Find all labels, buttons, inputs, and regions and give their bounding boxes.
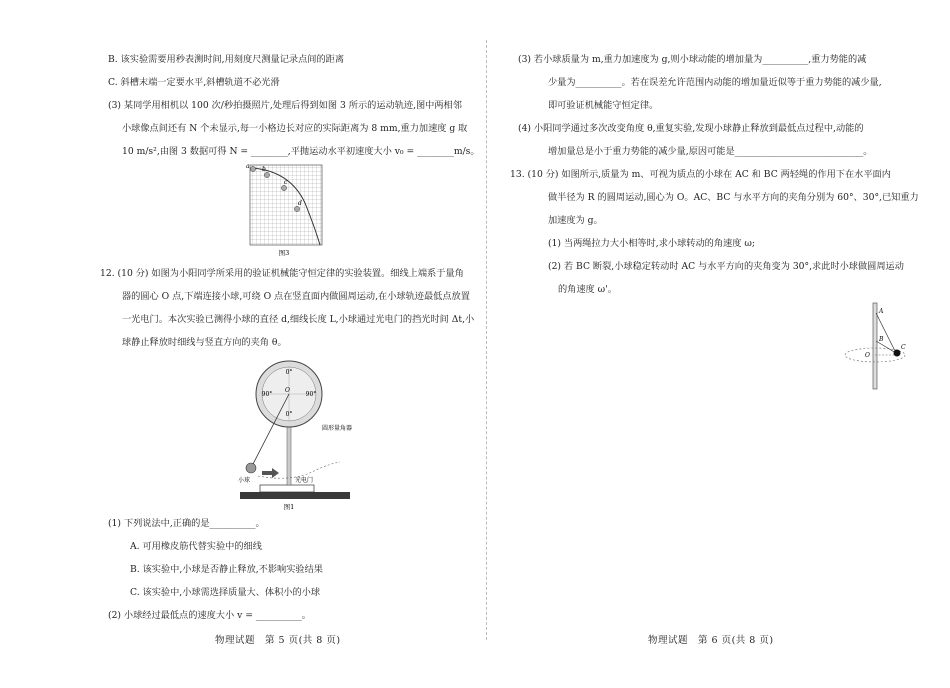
q11-part3-line1: (3) 某同学用相机以 100 次/秒拍摄照片,处理后得到如图 3 所示的运动轨迹,图中两相邻 bbox=[108, 100, 462, 111]
protractor-left-mark: 90° bbox=[261, 391, 273, 398]
figure-3-caption: 图3 bbox=[278, 249, 290, 257]
protractor-top-mark: 0° bbox=[285, 369, 293, 376]
q12-part1-option-b: B. 该实验中,小球是否静止释放,不影响实验结果 bbox=[130, 564, 323, 575]
protractor-label: 圆形量角器 bbox=[322, 425, 353, 432]
q12-part3-line1: (3) 若小球质量为 m,重力加速度为 g,则小球动能的增加量为__________,重力势能的减 bbox=[518, 54, 867, 65]
ball-label: 小球 bbox=[238, 477, 251, 484]
figure-3 bbox=[100, 163, 478, 258]
q13-intro-line2: 做半径为 R 的圆周运动,圆心为 O。AC、BC 与水平方向的夹角分别为 60°、30°,已知重力 bbox=[548, 192, 919, 203]
label-b: B bbox=[879, 336, 884, 343]
figure-q13 bbox=[510, 301, 908, 391]
q11-option-b: B. 该实验需要用秒表测时间,用刻度尺测量记录点间的距离 bbox=[108, 54, 345, 65]
label-o: O bbox=[865, 352, 870, 359]
q12-part1: (1) 下列说法中,正确的是__________。 bbox=[108, 518, 265, 529]
trajectory-point-d bbox=[294, 206, 299, 211]
q12-part3-line3: 即可验证机械能守恒定律。 bbox=[548, 100, 659, 111]
protractor-right-mark: 90° bbox=[305, 391, 317, 398]
q13-intro-line3: 加速度为 g。 bbox=[548, 215, 603, 226]
q12-part3-line2: 少量为__________。若在误差允许范围内动能的增加量近似等于重力势能的减少量, bbox=[548, 77, 882, 88]
q13-intro-line1: 13. (10 分) 如图所示,质量为 m、可视为质点的小球在 AC 和 BC 两轻绳的作用下在水平面内 bbox=[510, 169, 891, 180]
footer-page-6: 物理试题 第 6 页(共 8 页) bbox=[648, 635, 774, 646]
footer-page-5: 物理试题 第 5 页(共 8 页) bbox=[215, 635, 341, 646]
ball-path bbox=[258, 462, 340, 478]
base-table bbox=[240, 492, 350, 499]
label-b: b bbox=[262, 166, 266, 173]
label-c: C bbox=[901, 344, 906, 351]
right-page bbox=[510, 48, 919, 391]
protractor-bottom-mark: 0° bbox=[285, 411, 293, 418]
label-c: c bbox=[284, 179, 288, 186]
vertical-rod bbox=[873, 303, 877, 389]
figure-1 bbox=[100, 354, 478, 512]
q12-intro-line4: 球静止释放时细线与竖直方向的夹角 θ。 bbox=[122, 337, 287, 348]
label-d: d bbox=[298, 200, 302, 207]
photogate-label: 光电门 bbox=[295, 477, 314, 484]
q11-part3-line3: 10 m/s²,由图 3 数据可得 N = ________,平抛运动水平初速度大小 v₀ = ________m/s。 bbox=[122, 146, 480, 157]
q12-intro-line1: 12. (10 分) 如图为小阳同学所采用的验证机械能守恒定律的实验装置。细线上端系于量角 bbox=[100, 268, 464, 279]
left-page bbox=[100, 48, 478, 627]
q12-part4-line1: (4) 小阳同学通过多次改变角度 θ,重复实验,发现小球静止释放到最低点过程中,动能的 bbox=[518, 123, 864, 134]
ball-c bbox=[894, 350, 901, 357]
figure-1-apparatus bbox=[100, 354, 478, 512]
center-o-label: O bbox=[285, 387, 290, 394]
trajectory-point-b bbox=[264, 172, 269, 177]
q12-intro-line2: 器的圆心 O 点,下端连接小球,可绕 O 点在竖直面内做圆周运动,在小球轨迹最低点放置 bbox=[122, 291, 470, 302]
trajectory-point-a bbox=[250, 166, 255, 171]
ball bbox=[246, 463, 256, 473]
figure-q13-diagram bbox=[510, 301, 908, 391]
label-a: A bbox=[879, 308, 884, 315]
photogate-base bbox=[260, 485, 314, 492]
q12-part2: (2) 小球经过最低点的速度大小 v = __________。 bbox=[108, 610, 311, 621]
q11-option-c: C. 斜槽末端一定要水平,斜槽轨道不必光滑 bbox=[108, 77, 280, 88]
q12-part4-line2: 增加量总是小于重力势能的减少量,原因可能是____________________________。 bbox=[548, 146, 873, 157]
label-a: a bbox=[246, 163, 250, 170]
figure-1-caption: 图1 bbox=[283, 503, 295, 511]
q12-part1-option-a: A. 可用橡皮筋代替实验中的细线 bbox=[130, 541, 262, 552]
q11-part3-line2: 小球像点间还有 N 个未显示,每一小格边长对应的实际距离为 8 mm,重力加速度 g 取 bbox=[122, 123, 468, 134]
trajectory-point-c bbox=[281, 185, 286, 190]
q12-part1-option-c: C. 该实验中,小球需选择质量大、体积小的小球 bbox=[130, 587, 321, 598]
q13-part2-line2: 的角速度 ω'。 bbox=[558, 284, 617, 295]
q13-part1: (1) 当两绳拉力大小相等时,求小球转动的角速度 ω; bbox=[548, 238, 755, 249]
arrow-icon bbox=[262, 468, 279, 478]
q12-intro-line3: 一光电门。本次实验已测得小球的直径 d,细线长度 L,小球通过光电门的挡光时间 Δt,小 bbox=[122, 314, 475, 325]
figure-3-grid bbox=[100, 163, 478, 258]
page-divider bbox=[486, 40, 487, 640]
q13-part2-line1: (2) 若 BC 断裂,小球稳定转动时 AC 与水平方向的夹角变为 30°,求此时小球做圆周运动 bbox=[548, 261, 904, 272]
